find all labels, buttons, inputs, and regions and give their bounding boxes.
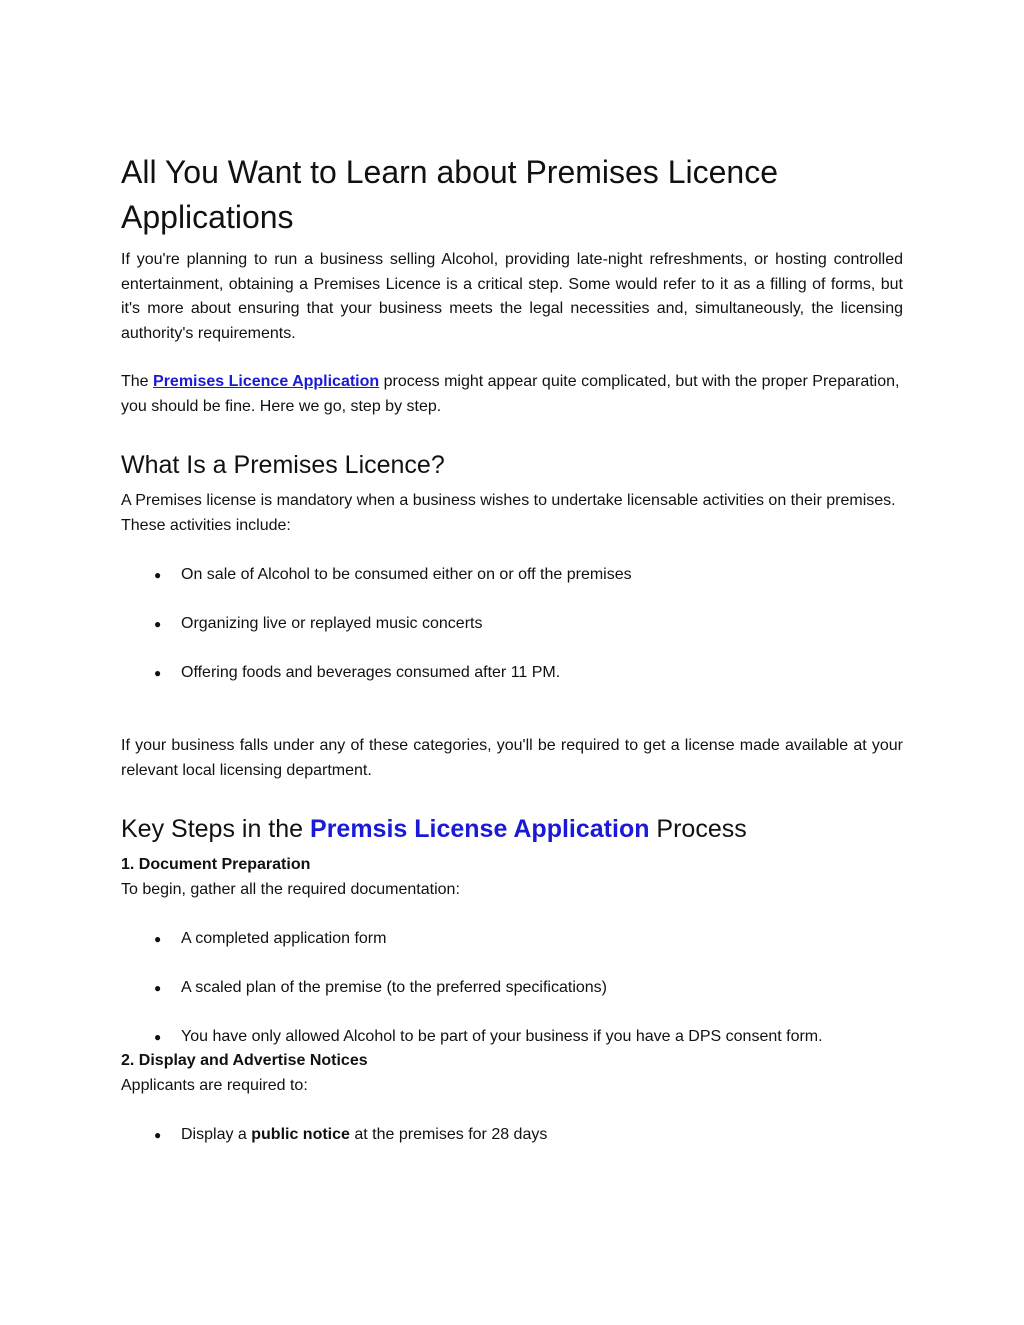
step1-title: 1. Document Preparation — [121, 856, 311, 873]
list-item: ● Organizing live or replayed music concerts — [121, 612, 903, 637]
intro-paragraph-2: The Premises Licence Application process might appear quite complicated, but with the proper Preparation, you should be fine. Here we go, step by step. — [121, 373, 900, 415]
list-item: ● Offering foods and beverages consumed after 11 PM. — [121, 661, 903, 686]
page-title: All You Want to Learn about Premises Licence Applications — [121, 154, 778, 235]
section-heading-what-is: What Is a Premises Licence? — [121, 451, 445, 479]
section1-body: A Premises license is mandatory when a business wishes to undertake licensable activities on their premises. — [121, 492, 896, 509]
list-item: ● Display a public notice at the premises for 28 days — [121, 1123, 903, 1148]
section1-body-2: These activities include: — [121, 516, 291, 534]
list-item: ● On sale of Alcohol to be consumed either on or off the premises — [121, 563, 903, 588]
bullet-icon: ● — [154, 931, 162, 946]
step2-title: 2. Display and Advertise Notices — [121, 1052, 368, 1069]
bullet-icon: ● — [154, 567, 162, 582]
premises-licence-application-link[interactable]: Premises Licence Application — [153, 373, 380, 390]
step1-intro: To begin, gather all the required documentation: — [121, 880, 460, 898]
list-item: ● A completed application form — [121, 927, 903, 952]
notices-list — [121, 1123, 903, 1148]
step2-intro: Applicants are required to: — [121, 1076, 308, 1094]
documents-list — [121, 927, 903, 1050]
list-item: ● You have only allowed Alcohol to be part of your business if you have a DPS consent form. — [121, 1025, 903, 1050]
bullet-icon: ● — [154, 980, 162, 995]
section-heading-key-steps: Key Steps in the Premsis License Application Process — [121, 815, 747, 843]
premsis-license-application-link[interactable]: Premsis License Application — [310, 815, 650, 843]
bullet-icon: ● — [154, 1029, 162, 1044]
bullet-icon: ● — [154, 616, 162, 631]
bullet-icon: ● — [154, 1127, 162, 1142]
intro-paragraph: If you're planning to run a business selling Alcohol, providing late-night refreshments, or hosting controlled entertainment, obtaining a Premises Licence is a critical step. Some would refer to it as a filling of forms, but it's more about ensuring that your business meets the legal necessities and, simultaneously, the licensing authority's requirements. — [121, 251, 903, 342]
activities-list — [121, 563, 903, 686]
section1-closing: If your business falls under any of these categories, you'll be required to get a license made available at your relevant local licensing department. — [121, 737, 903, 779]
bullet-icon: ● — [154, 665, 162, 680]
list-item: ● A scaled plan of the premise (to the preferred specifications) — [121, 976, 903, 1001]
document-page — [121, 150, 903, 1147]
